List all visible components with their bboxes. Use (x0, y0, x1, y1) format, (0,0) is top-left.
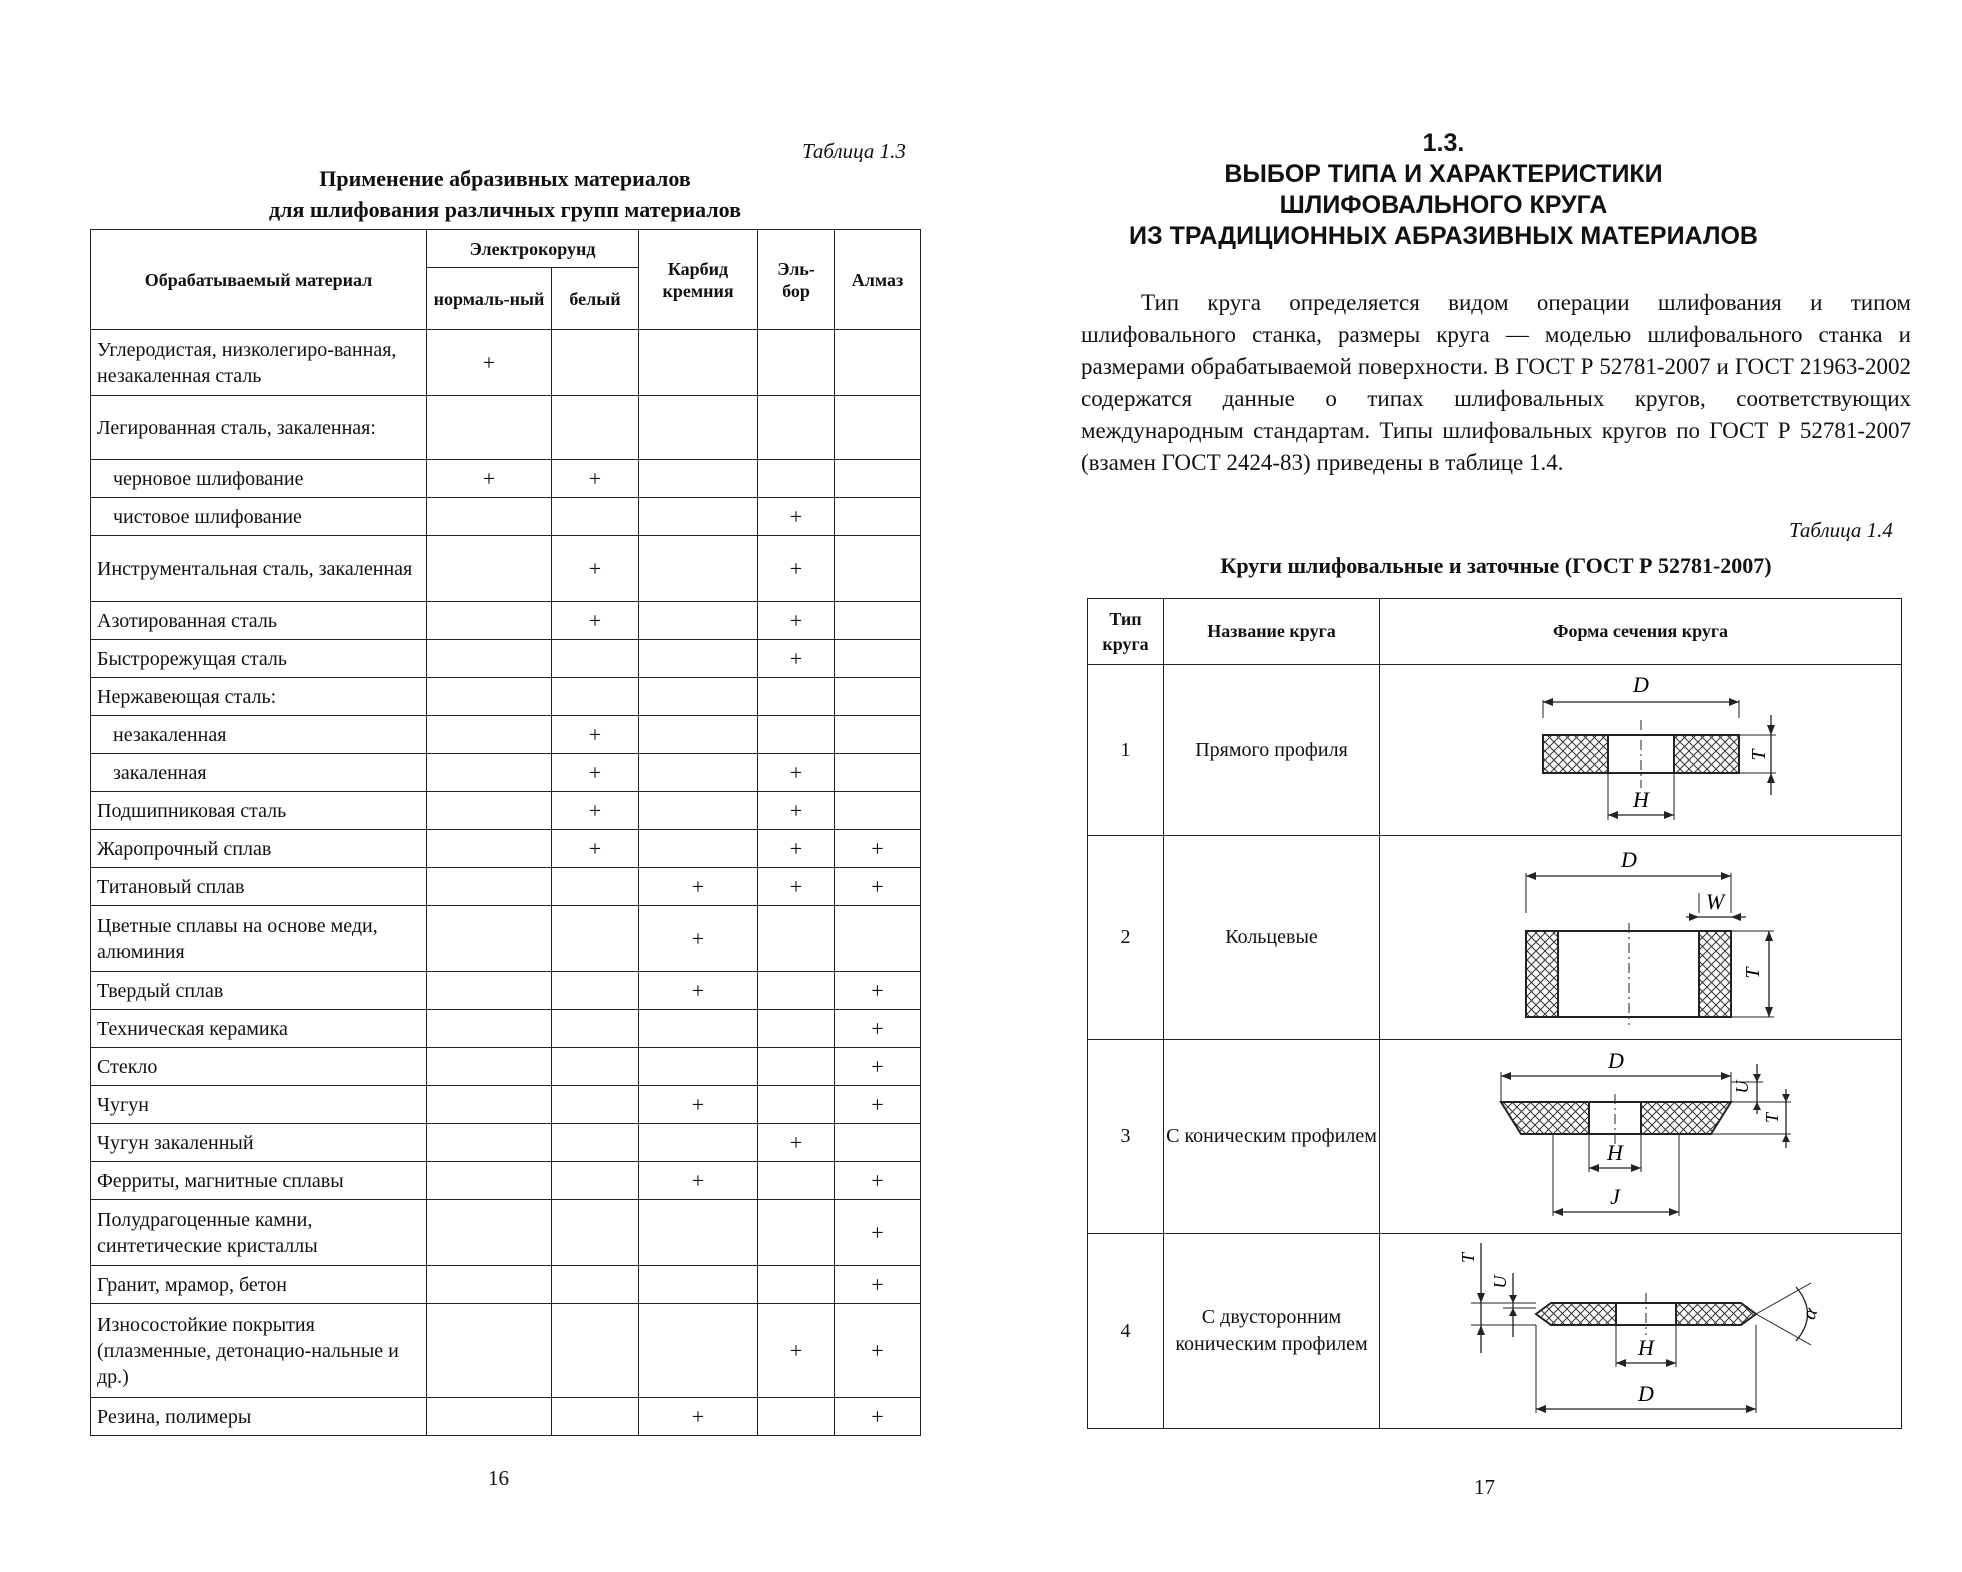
wheel-type-1-section-diagram (1491, 670, 1791, 830)
white-mark-cell (552, 1086, 639, 1124)
elbor-mark-cell (758, 1010, 835, 1048)
table-row (91, 1398, 921, 1436)
table-row (91, 754, 921, 792)
dim-d-label: D (1632, 672, 1649, 697)
table-row (1088, 1040, 1902, 1234)
dim-h-label: H (1606, 1139, 1623, 1165)
diamond-mark-cell: + (835, 1304, 921, 1398)
carbide-mark-cell: + (639, 868, 758, 906)
section-number: 1.3. (1422, 129, 1465, 157)
section-heading (1081, 128, 1806, 252)
carbide-mark-cell (639, 1048, 758, 1086)
normal-mark-cell (427, 716, 552, 754)
carbide-mark-cell (639, 754, 758, 792)
normal-mark-cell (427, 498, 552, 536)
white-mark-cell (552, 868, 639, 906)
material-cell: Подшипниковая сталь (91, 792, 427, 830)
diamond-mark-cell (835, 906, 921, 972)
elbor-mark-cell (758, 1200, 835, 1266)
white-mark-cell (552, 1010, 639, 1048)
dim-h-label: H (1637, 1335, 1654, 1360)
table-row (91, 1086, 921, 1124)
table-1-3-title-line2: для шлифования различных групп материалов (268, 197, 742, 222)
diamond-mark-cell (835, 716, 921, 754)
diamond-mark-cell (835, 460, 921, 498)
white-mark-cell: + (552, 460, 639, 498)
diamond-mark-cell: + (835, 868, 921, 906)
diamond-mark-cell (835, 792, 921, 830)
table-1-3-label: Таблица 1.3 (802, 139, 906, 163)
normal-mark-cell (427, 1162, 552, 1200)
table-row (91, 536, 921, 602)
carbide-mark-cell: + (639, 906, 758, 972)
material-cell: Инструментальная сталь, закаленная (91, 536, 427, 602)
normal-mark-cell (427, 830, 552, 868)
header-shape: Форма сечения круга (1380, 599, 1902, 665)
carbide-mark-cell (639, 830, 758, 868)
type-cell: 2 (1088, 836, 1164, 1040)
white-mark-cell: + (552, 716, 639, 754)
grinding-wheel-types-table (1087, 598, 1902, 1429)
table-row (91, 678, 921, 716)
elbor-mark-cell (758, 716, 835, 754)
carbide-mark-cell (639, 1304, 758, 1398)
shape-cell (1380, 1234, 1902, 1429)
right-page (981, 0, 1962, 1572)
material-cell: Твердый сплав (91, 972, 427, 1010)
table-row (91, 1200, 921, 1266)
elbor-mark-cell (758, 460, 835, 498)
white-mark-cell (552, 1398, 639, 1436)
white-mark-cell: + (552, 792, 639, 830)
table-row (1088, 665, 1902, 836)
diamond-mark-cell (835, 640, 921, 678)
dim-t-label: T (1747, 749, 1770, 761)
table-row (91, 602, 921, 640)
elbor-mark-cell (758, 906, 835, 972)
section-title-line2: ШЛИФОВАЛЬНОГО КРУГА (1279, 191, 1608, 219)
carbide-mark-cell (639, 1124, 758, 1162)
table-row (91, 1304, 921, 1398)
material-cell: закаленная (91, 754, 427, 792)
material-cell: Полудрагоценные камни, синтетические кристаллы (91, 1200, 427, 1266)
elbor-mark-cell (758, 678, 835, 716)
normal-mark-cell (427, 1304, 552, 1398)
diamond-mark-cell (835, 330, 921, 396)
elbor-mark-cell (758, 1086, 835, 1124)
white-mark-cell (552, 498, 639, 536)
material-cell: Титановый сплав (91, 868, 427, 906)
white-mark-cell (552, 678, 639, 716)
elbor-mark-cell: + (758, 640, 835, 678)
white-mark-cell (552, 1304, 639, 1398)
normal-mark-cell (427, 1048, 552, 1086)
white-mark-cell (552, 1124, 639, 1162)
elbor-mark-cell: + (758, 830, 835, 868)
material-cell: Ферриты, магнитные сплавы (91, 1162, 427, 1200)
body-paragraph (1081, 287, 1911, 479)
normal-mark-cell: + (427, 330, 552, 396)
header-name: Название круга (1164, 599, 1380, 665)
elbor-mark-cell: + (758, 1304, 835, 1398)
diamond-mark-cell: + (835, 1086, 921, 1124)
dim-d-label: D (1620, 846, 1637, 872)
table-row (91, 498, 921, 536)
table-1-3-body (91, 330, 921, 1436)
dim-t-label: T (1457, 1252, 1478, 1264)
diamond-mark-cell: + (835, 972, 921, 1010)
material-cell: Углеродистая, низколегиро-ванная, незакаленная сталь (91, 330, 427, 396)
normal-mark-cell: + (427, 460, 552, 498)
carbide-mark-cell (639, 498, 758, 536)
table-row (91, 1048, 921, 1086)
white-mark-cell: + (552, 754, 639, 792)
diamond-mark-cell: + (835, 830, 921, 868)
paragraph-text: Тип круга определяется видом операции шлифования и типом шлифовального станка, размеры круга — моделью шлифовального станка и размерами обрабатываемой поверхности. В ГОСТ Р 52781-2007 и ГОСТ 21963-2002 содержатся данные о типах шлифовальных кругов, соответствующих международным стандартам. Типы шлифовальных кругов по ГОСТ Р 52781-2007 (взамен ГОСТ 2424-83) приведены в таблице 1.4. (1081, 290, 1911, 475)
dim-t-label: T (1761, 1112, 1782, 1123)
material-cell: Стекло (91, 1048, 427, 1086)
carbide-mark-cell (639, 460, 758, 498)
white-mark-cell (552, 972, 639, 1010)
table-row (91, 640, 921, 678)
dim-d-label: D (1607, 1047, 1624, 1073)
carbide-mark-cell (639, 1010, 758, 1048)
diamond-mark-cell (835, 1124, 921, 1162)
table-row (91, 906, 921, 972)
elbor-mark-cell (758, 1048, 835, 1086)
table-1-3-title (90, 163, 920, 225)
normal-mark-cell (427, 906, 552, 972)
name-cell: С двусторонним коническим профилем (1164, 1234, 1380, 1429)
diamond-mark-cell: + (835, 1398, 921, 1436)
carbide-mark-cell (639, 1200, 758, 1266)
diamond-mark-cell: + (835, 1162, 921, 1200)
elbor-mark-cell: + (758, 536, 835, 602)
table-row (91, 1162, 921, 1200)
diamond-mark-cell: + (835, 1200, 921, 1266)
material-cell: Чугун закаленный (91, 1124, 427, 1162)
material-cell: Техническая керамика (91, 1010, 427, 1048)
white-mark-cell: + (552, 602, 639, 640)
carbide-mark-cell: + (639, 1086, 758, 1124)
abrasive-application-table (90, 229, 921, 1436)
carbide-mark-cell: + (639, 1398, 758, 1436)
normal-mark-cell (427, 972, 552, 1010)
white-mark-cell: + (552, 536, 639, 602)
normal-mark-cell (427, 1086, 552, 1124)
dim-d-label: D (1637, 1381, 1654, 1406)
dim-u-label: U (1731, 1080, 1752, 1093)
material-cell: незакаленная (91, 716, 427, 754)
elbor-mark-cell: + (758, 1124, 835, 1162)
normal-mark-cell (427, 396, 552, 460)
dim-h-label: H (1632, 787, 1649, 812)
diamond-mark-cell (835, 754, 921, 792)
table-row (91, 716, 921, 754)
name-cell: Кольцевые (1164, 836, 1380, 1040)
table-1-4-title: Круги шлифовальные и заточные (ГОСТ Р 52781-2007) (1220, 553, 1772, 578)
white-mark-cell: + (552, 830, 639, 868)
header-type: Тип круга (1088, 599, 1164, 665)
table-row (91, 1010, 921, 1048)
page-number-right: 17 (1474, 1475, 1495, 1499)
shape-cell (1380, 1040, 1902, 1234)
table-row (91, 1124, 921, 1162)
type-cell: 4 (1088, 1234, 1164, 1429)
normal-mark-cell (427, 754, 552, 792)
diamond-mark-cell: + (835, 1048, 921, 1086)
diamond-mark-cell (835, 602, 921, 640)
wheel-type-3-section-diagram (1481, 1044, 1801, 1230)
dim-j-label: J (1609, 1183, 1620, 1209)
carbide-mark-cell: + (639, 1162, 758, 1200)
header-material: Обрабатываемый материал (91, 230, 427, 330)
page-number-left: 16 (488, 1466, 509, 1490)
elbor-mark-cell (758, 972, 835, 1010)
normal-mark-cell (427, 1010, 552, 1048)
elbor-mark-cell: + (758, 754, 835, 792)
normal-mark-cell (427, 1398, 552, 1436)
wheel-type-2-section-diagram (1491, 843, 1791, 1033)
carbide-mark-cell: + (639, 972, 758, 1010)
diamond-mark-cell (835, 678, 921, 716)
table-row (91, 330, 921, 396)
white-mark-cell (552, 1048, 639, 1086)
shape-cell (1380, 836, 1902, 1040)
dim-t-label: T (1741, 966, 1764, 979)
normal-mark-cell (427, 868, 552, 906)
section-title-line1: ВЫБОР ТИПА И ХАРАКТЕРИСТИКИ (1224, 160, 1663, 188)
normal-mark-cell (427, 602, 552, 640)
white-mark-cell (552, 1162, 639, 1200)
elbor-mark-cell (758, 1266, 835, 1304)
table-row (91, 792, 921, 830)
elbor-mark-cell (758, 1398, 835, 1436)
white-mark-cell (552, 330, 639, 396)
normal-mark-cell (427, 792, 552, 830)
normal-mark-cell (427, 536, 552, 602)
table-row (1088, 1234, 1902, 1429)
normal-mark-cell (427, 640, 552, 678)
white-mark-cell (552, 906, 639, 972)
white-mark-cell (552, 1266, 639, 1304)
diamond-mark-cell (835, 498, 921, 536)
material-cell: чистовое шлифование (91, 498, 427, 536)
carbide-mark-cell (639, 716, 758, 754)
material-cell: Жаропрочный сплав (91, 830, 427, 868)
diamond-mark-cell (835, 396, 921, 460)
white-mark-cell (552, 1200, 639, 1266)
normal-mark-cell (427, 1124, 552, 1162)
elbor-mark-cell: + (758, 602, 835, 640)
header-diamond: Алмаз (835, 230, 921, 330)
carbide-mark-cell (639, 1266, 758, 1304)
dim-u-label: U (1489, 1275, 1510, 1289)
white-mark-cell (552, 640, 639, 678)
elbor-mark-cell (758, 1162, 835, 1200)
dim-alpha-label: α (1797, 1304, 1822, 1323)
shape-cell (1380, 665, 1902, 836)
diamond-mark-cell (835, 536, 921, 602)
header-white: белый (552, 268, 639, 330)
section-title-line3: ИЗ ТРАДИЦИОННЫХ АБРАЗИВНЫХ МАТЕРИАЛОВ (1129, 222, 1758, 250)
material-cell: Нержавеющая сталь: (91, 678, 427, 716)
carbide-mark-cell (639, 536, 758, 602)
material-cell: Износостойкие покрытия (плазменные, детонацио-нальные и др.) (91, 1304, 427, 1398)
table-row (91, 396, 921, 460)
diamond-mark-cell: + (835, 1266, 921, 1304)
table-1-3-title-line1: Применение абразивных материалов (319, 166, 691, 191)
diamond-mark-cell: + (835, 1010, 921, 1048)
wheel-type-4-section-diagram (1441, 1237, 1841, 1425)
table-row (91, 830, 921, 868)
table-1-4-label: Таблица 1.4 (1789, 518, 1893, 542)
elbor-mark-cell: + (758, 498, 835, 536)
table-row (91, 868, 921, 906)
material-cell: Легированная сталь, закаленная: (91, 396, 427, 460)
table-row (91, 972, 921, 1010)
type-cell: 3 (1088, 1040, 1164, 1234)
material-cell: Быстрорежущая сталь (91, 640, 427, 678)
normal-mark-cell (427, 1266, 552, 1304)
material-cell: Гранит, мрамор, бетон (91, 1266, 427, 1304)
material-cell: Азотированная сталь (91, 602, 427, 640)
table-row (91, 460, 921, 498)
elbor-mark-cell (758, 330, 835, 396)
header-elbor: Эль-бор (758, 230, 835, 330)
carbide-mark-cell (639, 678, 758, 716)
header-electrocorundum: Электрокорунд (427, 230, 639, 268)
material-cell: Резина, полимеры (91, 1398, 427, 1436)
carbide-mark-cell (639, 330, 758, 396)
name-cell: С коническим профилем (1164, 1040, 1380, 1234)
header-carbide: Карбид кремния (639, 230, 758, 330)
normal-mark-cell (427, 678, 552, 716)
table-row (1088, 836, 1902, 1040)
white-mark-cell (552, 396, 639, 460)
dim-w-label: W (1705, 888, 1724, 914)
carbide-mark-cell (639, 602, 758, 640)
header-normal: нормаль-ный (427, 268, 552, 330)
material-cell: черновое шлифование (91, 460, 427, 498)
carbide-mark-cell (639, 396, 758, 460)
carbide-mark-cell (639, 792, 758, 830)
carbide-mark-cell (639, 640, 758, 678)
elbor-mark-cell (758, 396, 835, 460)
type-cell: 1 (1088, 665, 1164, 836)
elbor-mark-cell: + (758, 792, 835, 830)
material-cell: Цветные сплавы на основе меди, алюминия (91, 906, 427, 972)
material-cell: Чугун (91, 1086, 427, 1124)
table-row (91, 1266, 921, 1304)
elbor-mark-cell: + (758, 868, 835, 906)
name-cell: Прямого профиля (1164, 665, 1380, 836)
normal-mark-cell (427, 1200, 552, 1266)
